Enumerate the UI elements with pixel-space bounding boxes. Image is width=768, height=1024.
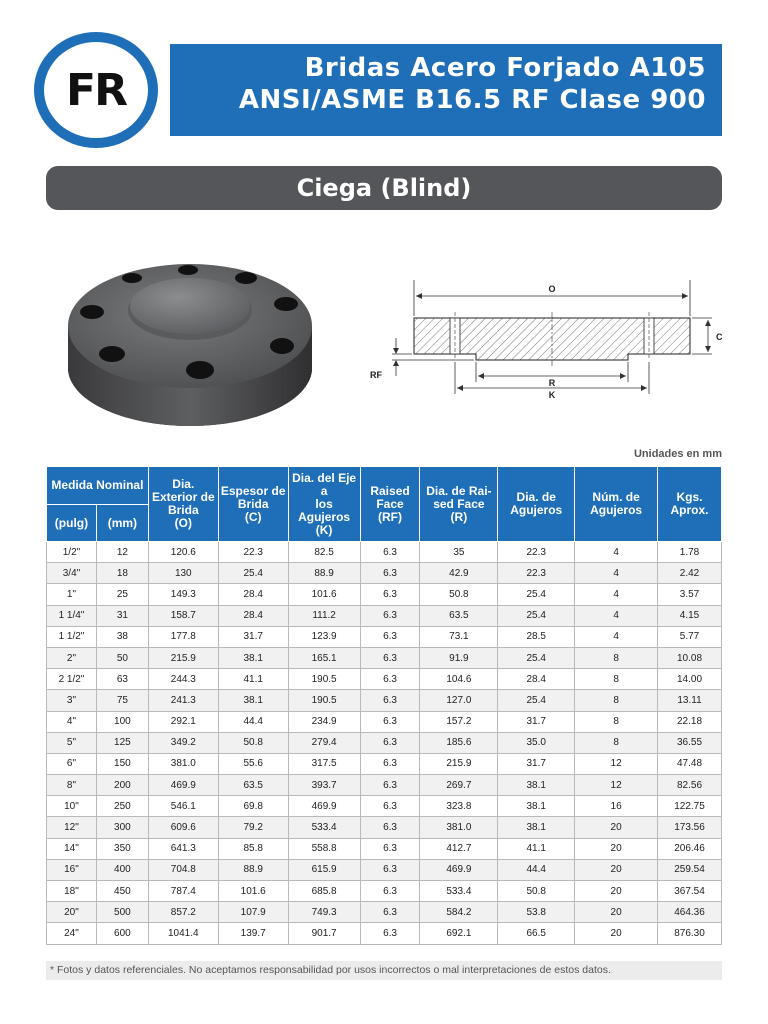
table-cell: 173.56: [658, 817, 722, 838]
table-cell: 63.5: [218, 775, 288, 796]
table-row: [47, 669, 722, 690]
table-cell: 1/2": [47, 542, 97, 563]
table-cell: 82.5: [288, 542, 360, 563]
table-cell: 18: [96, 563, 148, 584]
table-cell: 609.6: [148, 817, 218, 838]
table-cell: 4: [575, 626, 658, 647]
table-cell: 53.8: [498, 902, 575, 923]
table-cell: 20: [575, 859, 658, 880]
table-cell: 6.3: [360, 584, 420, 605]
table-row: [47, 859, 722, 880]
table-cell: 6.3: [360, 669, 420, 690]
table-cell: 8: [575, 669, 658, 690]
table-cell: 6.3: [360, 775, 420, 796]
flange-cross-section-drawing: [366, 276, 726, 406]
table-cell: 20: [575, 923, 658, 944]
table-cell: 6.3: [360, 542, 420, 563]
table-cell: 546.1: [148, 796, 218, 817]
table-cell: 55.6: [218, 753, 288, 774]
table-cell: 120.6: [148, 542, 218, 563]
table-cell: 31.7: [498, 753, 575, 774]
table-cell: 685.8: [288, 881, 360, 902]
table-cell: 177.8: [148, 626, 218, 647]
table-cell: 101.6: [218, 881, 288, 902]
table-cell: 6.3: [360, 563, 420, 584]
table-cell: 1.78: [658, 542, 722, 563]
table-cell: 641.3: [148, 838, 218, 859]
header-thickness: Espesor de Brida (C): [218, 467, 288, 542]
table-cell: 6.3: [360, 753, 420, 774]
table-cell: 704.8: [148, 859, 218, 880]
table-cell: 901.7: [288, 923, 360, 944]
table-row: [47, 732, 722, 753]
table-cell: 25.4: [498, 605, 575, 626]
table-cell: 469.9: [420, 859, 498, 880]
table-cell: 450: [96, 881, 148, 902]
table-cell: 13.11: [658, 690, 722, 711]
table-row: [47, 881, 722, 902]
table-cell: 2 1/2": [47, 669, 97, 690]
table-cell: 6.3: [360, 732, 420, 753]
table-cell: 412.7: [420, 838, 498, 859]
table-cell: 1041.4: [148, 923, 218, 944]
table-cell: 6.3: [360, 838, 420, 859]
dim-rf-label: RF: [370, 370, 382, 380]
table-cell: 5": [47, 732, 97, 753]
table-row: [47, 542, 722, 563]
header-mm: (mm): [96, 505, 148, 542]
table-cell: 31.7: [218, 626, 288, 647]
table-cell: 349.2: [148, 732, 218, 753]
table-cell: 292.1: [148, 711, 218, 732]
table-cell: 44.4: [218, 711, 288, 732]
table-cell: 50.8: [218, 732, 288, 753]
table-cell: 6.3: [360, 647, 420, 668]
table-cell: 50.8: [498, 881, 575, 902]
table-cell: 190.5: [288, 690, 360, 711]
table-cell: 584.2: [420, 902, 498, 923]
table-row: [47, 563, 722, 584]
table-cell: 22.18: [658, 711, 722, 732]
dim-k-label: K: [548, 390, 556, 400]
table-cell: 469.9: [148, 775, 218, 796]
table-cell: 8: [575, 732, 658, 753]
table-cell: 111.2: [288, 605, 360, 626]
table-cell: 206.46: [658, 838, 722, 859]
table-row: [47, 796, 722, 817]
table-cell: 12: [575, 753, 658, 774]
table-row: [47, 902, 722, 923]
table-cell: 12: [96, 542, 148, 563]
table-cell: 28.4: [218, 584, 288, 605]
table-cell: 367.54: [658, 881, 722, 902]
table-cell: 75: [96, 690, 148, 711]
table-cell: 12": [47, 817, 97, 838]
table-cell: 1": [47, 584, 97, 605]
table-cell: 47.48: [658, 753, 722, 774]
table-cell: 85.8: [218, 838, 288, 859]
table-cell: 6.3: [360, 902, 420, 923]
table-cell: 323.8: [420, 796, 498, 817]
header-nominal: Medida Nominal: [47, 467, 149, 505]
table-cell: 66.5: [498, 923, 575, 944]
table-cell: 215.9: [148, 647, 218, 668]
table-cell: 6.3: [360, 711, 420, 732]
table-cell: 381.0: [420, 817, 498, 838]
table-cell: 4: [575, 605, 658, 626]
header-hole-count: Núm. de Agujeros: [575, 467, 658, 542]
header-weight: Kgs. Aprox.: [658, 467, 722, 542]
table-row: [47, 711, 722, 732]
table-cell: 158.7: [148, 605, 218, 626]
table-cell: 317.5: [288, 753, 360, 774]
header-bar: [170, 44, 722, 136]
table-cell: 16": [47, 859, 97, 880]
header-outer-diameter: Dia. Exterior de Brida (O): [148, 467, 218, 542]
table-cell: 107.9: [218, 902, 288, 923]
table-cell: 6.3: [360, 690, 420, 711]
table-cell: 615.9: [288, 859, 360, 880]
units-note: Unidades en mm: [633, 448, 722, 460]
table-cell: 38.1: [498, 796, 575, 817]
table-cell: 22.3: [498, 542, 575, 563]
section-title: Ciega (Blind): [46, 166, 722, 210]
table-cell: 38.1: [218, 690, 288, 711]
table-cell: 104.6: [420, 669, 498, 690]
table-row: [47, 690, 722, 711]
table-cell: 149.3: [148, 584, 218, 605]
header-raised-face-diameter: Dia. de Rai- sed Face (R): [420, 467, 498, 542]
table-cell: 100: [96, 711, 148, 732]
table-cell: 4: [575, 584, 658, 605]
table-cell: 4": [47, 711, 97, 732]
table-cell: 10.08: [658, 647, 722, 668]
table-cell: 500: [96, 902, 148, 923]
table-cell: 200: [96, 775, 148, 796]
table-cell: 25.4: [498, 647, 575, 668]
table-cell: 6.3: [360, 817, 420, 838]
table-cell: 63.5: [420, 605, 498, 626]
table-cell: 3.57: [658, 584, 722, 605]
dim-o-label: O: [548, 284, 556, 294]
table-cell: 88.9: [288, 563, 360, 584]
header-pulg: (pulg): [47, 505, 97, 542]
table-cell: 469.9: [288, 796, 360, 817]
table-cell: 91.9: [420, 647, 498, 668]
table-cell: 22.3: [218, 542, 288, 563]
table-cell: 79.2: [218, 817, 288, 838]
title-line-1: Bridas Acero Forjado A105: [304, 53, 706, 83]
table-cell: 6.3: [360, 605, 420, 626]
table-cell: 393.7: [288, 775, 360, 796]
table-cell: 1 1/2": [47, 626, 97, 647]
table-row: [47, 753, 722, 774]
table-cell: 22.3: [498, 563, 575, 584]
table-cell: 41.1: [218, 669, 288, 690]
table-cell: 300: [96, 817, 148, 838]
table-cell: 400: [96, 859, 148, 880]
table-cell: 2.42: [658, 563, 722, 584]
table-cell: 24": [47, 923, 97, 944]
table-cell: 125: [96, 732, 148, 753]
table-cell: 63: [96, 669, 148, 690]
table-cell: 279.4: [288, 732, 360, 753]
table-cell: 749.3: [288, 902, 360, 923]
table-cell: 857.2: [148, 902, 218, 923]
table-row: [47, 817, 722, 838]
table-cell: 44.4: [498, 859, 575, 880]
table-cell: 876.30: [658, 923, 722, 944]
table-cell: 8: [575, 647, 658, 668]
dim-r-label: R: [548, 378, 556, 388]
table-cell: 6.3: [360, 923, 420, 944]
table-cell: 25: [96, 584, 148, 605]
table-cell: 50.8: [420, 584, 498, 605]
table-cell: 350: [96, 838, 148, 859]
specs-table: [46, 466, 722, 945]
table-cell: 18": [47, 881, 97, 902]
table-cell: 10": [47, 796, 97, 817]
table-cell: 28.4: [498, 669, 575, 690]
table-cell: 28.5: [498, 626, 575, 647]
table-row: [47, 838, 722, 859]
table-cell: 4: [575, 542, 658, 563]
table-cell: 6.3: [360, 881, 420, 902]
table-cell: 6": [47, 753, 97, 774]
logo: [44, 42, 148, 138]
table-cell: 122.75: [658, 796, 722, 817]
table-cell: 31.7: [498, 711, 575, 732]
table-cell: 381.0: [148, 753, 218, 774]
table-cell: 8: [575, 690, 658, 711]
table-cell: 35.0: [498, 732, 575, 753]
blind-flange-photo: [60, 248, 320, 438]
table-cell: 139.7: [218, 923, 288, 944]
table-cell: 3": [47, 690, 97, 711]
table-row: [47, 605, 722, 626]
table-cell: 2": [47, 647, 97, 668]
title-line-2: ANSI/ASME B16.5 RF Clase 900: [238, 85, 706, 115]
table-cell: 38.1: [498, 775, 575, 796]
table-cell: 558.8: [288, 838, 360, 859]
table-cell: 215.9: [420, 753, 498, 774]
table-cell: 1 1/4": [47, 605, 97, 626]
table-cell: 25.4: [498, 584, 575, 605]
table-cell: 42.9: [420, 563, 498, 584]
table-cell: 185.6: [420, 732, 498, 753]
table-cell: 6.3: [360, 859, 420, 880]
table-cell: 50: [96, 647, 148, 668]
table-cell: 38.1: [218, 647, 288, 668]
table-cell: 269.7: [420, 775, 498, 796]
table-cell: 244.3: [148, 669, 218, 690]
table-cell: 38: [96, 626, 148, 647]
table-cell: 533.4: [420, 881, 498, 902]
table-cell: 20: [575, 838, 658, 859]
table-cell: 101.6: [288, 584, 360, 605]
dim-c-label: C: [716, 332, 723, 342]
table-cell: 250: [96, 796, 148, 817]
table-cell: 20": [47, 902, 97, 923]
table-cell: 14": [47, 838, 97, 859]
table-row: [47, 626, 722, 647]
table-cell: 25.4: [218, 563, 288, 584]
table-cell: 25.4: [498, 690, 575, 711]
table-cell: 73.1: [420, 626, 498, 647]
table-row: [47, 647, 722, 668]
table-row: [47, 775, 722, 796]
table-cell: 692.1: [420, 923, 498, 944]
table-cell: 5.77: [658, 626, 722, 647]
table-cell: 6.3: [360, 796, 420, 817]
table-cell: 20: [575, 881, 658, 902]
table-cell: 464.36: [658, 902, 722, 923]
table-cell: 20: [575, 817, 658, 838]
table-cell: 38.1: [498, 817, 575, 838]
table-cell: 123.9: [288, 626, 360, 647]
table-cell: 787.4: [148, 881, 218, 902]
table-cell: 28.4: [218, 605, 288, 626]
header-hole-diameter: Dia. de Agujeros: [498, 467, 575, 542]
table-cell: 190.5: [288, 669, 360, 690]
table-cell: 259.54: [658, 859, 722, 880]
table-cell: 8: [575, 711, 658, 732]
table-cell: 12: [575, 775, 658, 796]
table-cell: 41.1: [498, 838, 575, 859]
table-cell: 533.4: [288, 817, 360, 838]
table-cell: 4: [575, 563, 658, 584]
table-cell: 69.8: [218, 796, 288, 817]
table-cell: 241.3: [148, 690, 218, 711]
footnote: * Fotos y datos referenciales. No aceptamos responsabilidad por usos incorrectos o mal interpretaciones de estos datos.: [46, 961, 722, 980]
table-cell: 31: [96, 605, 148, 626]
logo-text: FR: [66, 64, 126, 116]
table-cell: 8": [47, 775, 97, 796]
table-cell: 82.56: [658, 775, 722, 796]
table-cell: 600: [96, 923, 148, 944]
header-raised-face: Raised Face (RF): [360, 467, 420, 542]
table-cell: 16: [575, 796, 658, 817]
table-cell: 88.9: [218, 859, 288, 880]
header-bolt-circle: Dia. del Eje a los Agujeros (K): [288, 467, 360, 542]
table-cell: 127.0: [420, 690, 498, 711]
table-cell: 234.9: [288, 711, 360, 732]
table-cell: 4.15: [658, 605, 722, 626]
table-row: [47, 584, 722, 605]
table-cell: 165.1: [288, 647, 360, 668]
table-cell: 6.3: [360, 626, 420, 647]
table-cell: 157.2: [420, 711, 498, 732]
table-cell: 3/4": [47, 563, 97, 584]
table-cell: 35: [420, 542, 498, 563]
table-cell: 14.00: [658, 669, 722, 690]
table-cell: 150: [96, 753, 148, 774]
table-cell: 36.55: [658, 732, 722, 753]
table-cell: 20: [575, 902, 658, 923]
table-cell: 130: [148, 563, 218, 584]
table-row: [47, 923, 722, 944]
